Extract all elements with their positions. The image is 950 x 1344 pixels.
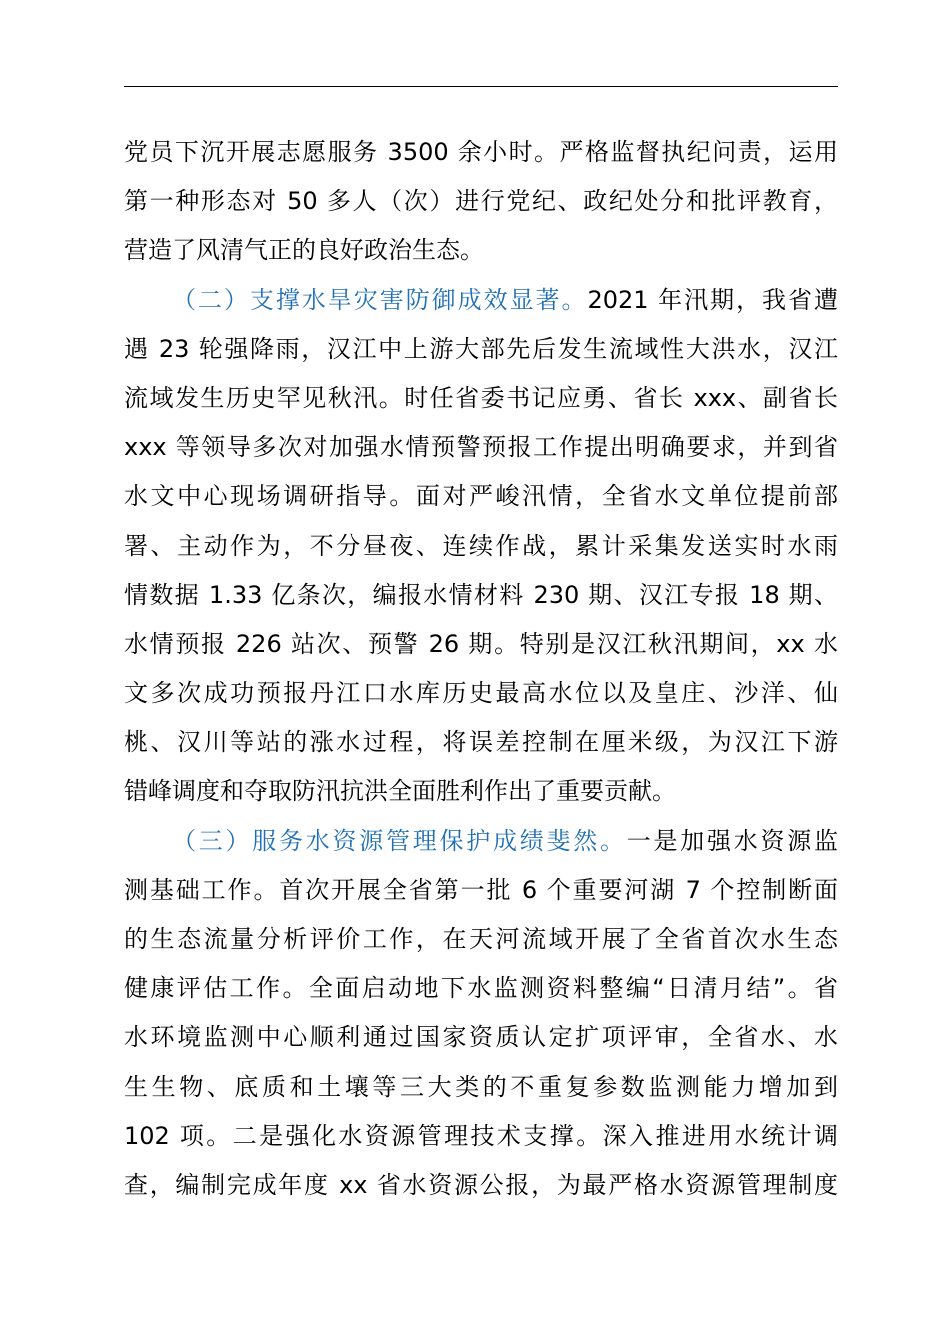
header-rule	[124, 86, 838, 87]
section-heading-continuation: 2021 年汛期，我省遭	[587, 285, 838, 314]
text-line: 错峰调度和夺取防汛抗洪全面胜利作出了重要贡献。	[124, 777, 676, 806]
text-line: xxx 等领导多次对加强水情预警预报工作提出明确要求，并到省	[124, 433, 838, 462]
text-line: 文多次成功预报丹江口水库历史最高水位以及皇庄、沙洋、仙	[124, 679, 838, 708]
text-line: 水文中心现场调研指导。面对严峻汛情，全省水文单位提前部	[124, 482, 838, 511]
text-line: 水情预报 226 站次、预警 26 期。特别是汉江秋汛期间，xx 水	[124, 629, 838, 658]
text-line: 的生态流量分析评价工作，在天河流域开展了全省首次水生态	[124, 925, 838, 953]
text-line: 生生物、底质和土壤等三大类的不重复参数监测能力增加到	[124, 1072, 838, 1101]
text-line: 营造了风清气正的良好政治生态。	[124, 236, 484, 265]
section-heading-continuation: 一是加强水资源监	[626, 826, 838, 855]
text-line: 健康评估工作。全面启动地下水监测资料整编“日清月结”。省	[124, 974, 838, 1003]
section-heading-line	[124, 817, 838, 866]
text-line: 第一种形态对 50 多人（次）进行党纪、政纪处分和批评教育，	[124, 187, 838, 216]
text-line: 水环境监测中心顺利通过国家资质认定扩项评审，全省水、水	[124, 1023, 838, 1052]
text-line: 党员下沉开展志愿服务 3500 余小时。严格监督执纪问责，运用	[124, 138, 838, 166]
body-text	[124, 128, 838, 1210]
section-heading: （三）服务水资源管理保护成绩斐然。	[172, 826, 627, 855]
section-heading-line	[124, 276, 838, 325]
text-line: 桃、汉川等站的涨水过程，将误差控制在厘米级，为汉江下游	[124, 728, 838, 757]
text-line: 流域发生历史罕见秋汛。时任省委书记应勇、省长 xxx、副省长	[124, 383, 838, 412]
text-line: 署、主动作为，不分昼夜、连续作战，累计采集发送实时水雨	[124, 531, 838, 560]
text-line: 遇 23 轮强降雨，汉江中上游大部先后发生流域性大洪水，汉江	[124, 334, 838, 363]
text-line: 查，编制完成年度 xx 省水资源公报，为最严格水资源管理制度	[124, 1170, 838, 1199]
text-line: 情数据 1.33 亿条次，编报水情材料 230 期、汉江专报 18 期、	[124, 580, 838, 609]
section-heading: （二）支撑水旱灾害防御成效显著。	[172, 285, 588, 314]
text-line: 102 项。二是强化水资源管理技术支撑。深入推进用水统计调	[124, 1121, 838, 1150]
text-line: 测基础工作。首次开展全省第一批 6 个重要河湖 7 个控制断面	[124, 875, 838, 904]
